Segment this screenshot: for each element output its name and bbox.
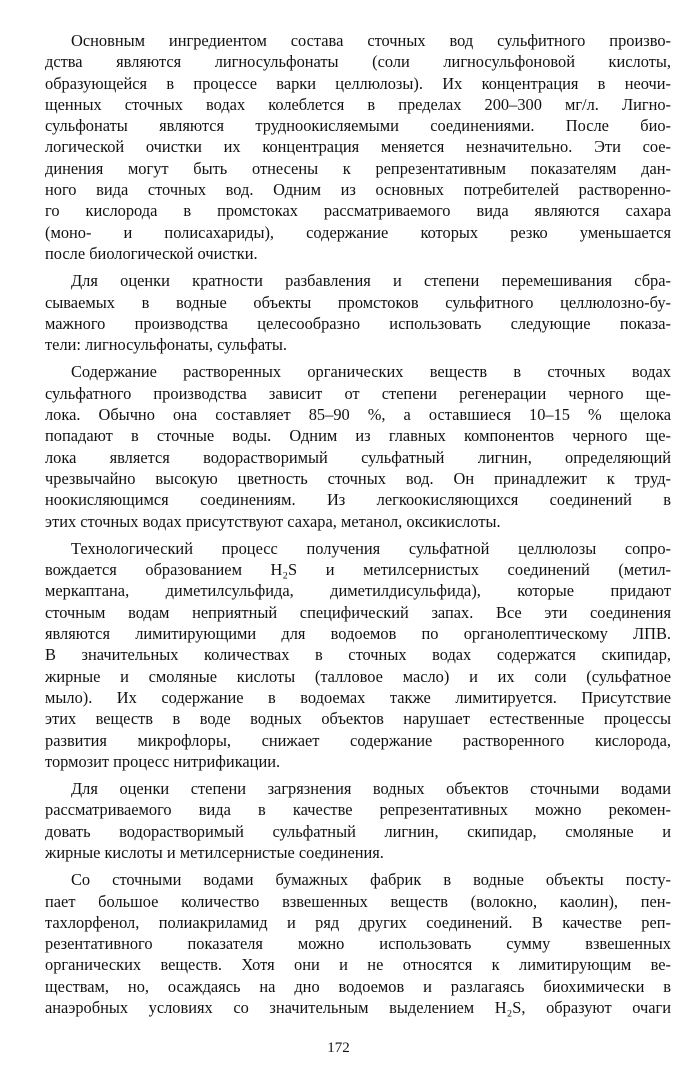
text-line: рассматриваемого вида в качестве репрезентативных можно рекомен- [45, 800, 671, 820]
page-body [45, 30, 671, 1024]
text-line: жирные кислоты и метилсернистые соединения. [45, 842, 384, 862]
text-line: органических веществ. Хотя они и не относятся к лимитирующим ве- [45, 955, 671, 975]
text-line: сульфатного производства зависит от степени регенерации черного ще- [45, 383, 671, 403]
paragraph [45, 361, 671, 531]
text-line: пает большое количество взвешенных веществ (волокно, каолин), пен- [45, 891, 671, 911]
text-line: меркаптана, диметилсульфида, диметилдисульфида), которые придают [45, 581, 671, 601]
text-line: Основным ингредиентом состава сточных вод сульфитного произво- [71, 31, 671, 50]
text-line: мажного производства целесообразно использовать следующие показа- [45, 313, 671, 333]
text-line: лока. Обычно она составляет 85–90 %, а оставшиеся 10–15 % щелока [45, 405, 671, 425]
text-line: попадают в сточные воды. Одним из главных компонентов черного ще- [45, 426, 671, 446]
text-line: В значительных количествах в сточных водах содержатся скипидар, [45, 645, 671, 665]
text-line: Содержание растворенных органических веществ в сточных водах [71, 362, 671, 382]
text-line: чрезвычайно высокую цветность сточных вод. Он принадлежит к труд- [45, 468, 671, 488]
text-line: Для оценки кратности разбавления и степени перемешивания сбра- [71, 271, 671, 291]
text-line: Для оценки степени загрязнения водных объектов сточными водами [71, 779, 671, 799]
text-line: тормозит процесс нитрификации. [45, 751, 281, 771]
text-line: жирные и смоляные кислоты (талловое масло) и их соли (сульфатное [45, 666, 671, 686]
text-line: сточным водам неприятный специфический запах. Все эти соединения [45, 602, 671, 622]
text-line: после биологической очистки. [45, 243, 258, 263]
paragraph [45, 538, 671, 772]
text-line: логической очистки их концентрация меняется незначительно. Эти сое- [45, 137, 671, 157]
text-line: вождается образованием H₂S и метилсернистых соединений (метил- [45, 560, 671, 580]
text-line: анаэробных условиях со значительным выделением H₂S, образуют очаги [45, 998, 671, 1018]
text-line: резентативного показателя можно использовать сумму взвешенных [45, 934, 671, 954]
page-number: 172 [327, 1040, 350, 1056]
text-line: этих веществ в воде водных объектов нарушает естественные процессы [45, 709, 671, 729]
text-line: дства являются лигносульфонаты (соли лигносульфоновой кислоты, [45, 52, 671, 72]
text-line: тахлорфенол, полиакриламид и ряд других соединений. В качестве реп- [45, 912, 671, 932]
paragraph [45, 778, 671, 863]
text-line: этих сточных водах присутствуют сахара, метанол, оксикислоты. [45, 511, 501, 531]
paragraph [45, 869, 671, 1018]
text-line: щенных сточных водах колеблется в пределах 200–300 мг/л. Лигно- [45, 94, 671, 114]
text-line: (моно- и полисахариды), содержание которых резко уменьшается [45, 222, 671, 242]
text-line: го кислорода в промстоках рассматриваемого вида являются сахара [45, 201, 671, 221]
text-line: сульфонаты являются трудноокисляемыми соединениями. После био- [45, 116, 671, 136]
text-line: Со сточными водами бумажных фабрик в водные объекты посту- [71, 870, 671, 890]
text-line: развития микрофлоры, снижает содержание растворенного кислорода, [45, 730, 671, 750]
text-line: Технологический процесс получения сульфатной целлюлозы сопро- [71, 538, 671, 558]
text-line: образующейся в процессе варки целлюлозы). Их концентрация в неочи- [45, 73, 671, 93]
paragraph [45, 270, 671, 355]
text-line: сываемых в водные объекты промстоков сульфитного целлюлозно-бу- [45, 292, 671, 312]
text-line: ного вида сточных вод. Одним из основных потребителей растворенно- [45, 180, 671, 200]
text-line: динения могут быть отнесены к репрезентативным показателям дан- [45, 158, 671, 178]
text-line: ществам, но, осаждаясь на дно водоемов и разлагаясь биохимически в [45, 976, 671, 996]
text-line: тели: лигносульфонаты, сульфаты. [45, 335, 288, 355]
text-line: являются лимитирующими для водоемов по органолептическому ЛПВ. [45, 624, 671, 644]
text-line: лока является водорастворимый сульфатный лигнин, определяющий [45, 447, 671, 467]
text-line: довать водорастворимый сульфатный лигнин, скипидар, смоляные и [45, 821, 671, 841]
text-line: ноокисляющимся соединениям. Из легкоокисляющихся соединений в [45, 490, 671, 510]
paragraph [45, 30, 671, 264]
text-line: мыло). Их содержание в водоемах также лимитируется. Присутствие [45, 687, 671, 707]
